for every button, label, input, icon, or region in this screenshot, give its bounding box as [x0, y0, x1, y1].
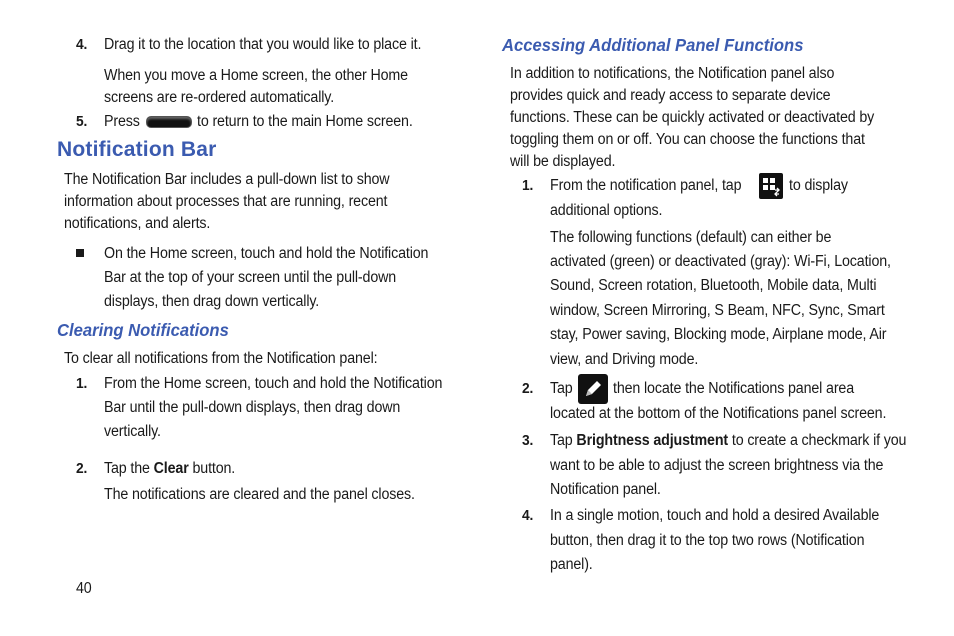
- right-step-3-pre: Tap: [550, 432, 573, 449]
- right-intro-line-4: toggling them on or off. You can choose the functions that: [510, 131, 865, 148]
- right-step-1-number: 1.: [522, 177, 534, 194]
- clearing-notifications-heading: Clearing Notifications: [57, 320, 229, 340]
- right-step-2-pre: Tap: [550, 380, 573, 397]
- notification-bar-para-line-1: The Notification Bar includes a pull-down list to show: [64, 171, 390, 188]
- right-step-1-post: to display: [789, 177, 848, 194]
- bullet-square-icon: [76, 249, 84, 257]
- clearing-step-2-note: The notifications are cleared and the panel closes.: [104, 486, 415, 503]
- step-5-pre: Press: [104, 113, 140, 130]
- right-step-4-number: 4.: [522, 507, 534, 524]
- right-step-4-line-3: panel).: [550, 556, 593, 573]
- right-step-3-line-2: want to be able to adjust the screen brightness via the: [550, 457, 884, 474]
- clearing-intro: To clear all notifications from the Notification panel:: [64, 350, 378, 367]
- bullet-line-1: On the Home screen, touch and hold the Notification: [104, 245, 429, 262]
- clear-button-label: Clear: [153, 460, 189, 477]
- notification-bar-para-line-3: notifications, and alerts.: [64, 215, 211, 232]
- brightness-adjustment-label: Brightness adjustment: [576, 432, 729, 449]
- clearing-step-1-line-1: From the Home screen, touch and hold the Notification: [104, 375, 443, 392]
- step-5-number: 5.: [76, 113, 88, 130]
- step-4-text: Drag it to the location that you would like to place it.: [104, 36, 422, 53]
- right-step-4-line-2: button, then drag it to the top two rows (Notification: [550, 532, 865, 549]
- right-step-1-note-line-3: Sound, Screen rotation, Bluetooth, Mobile data, Multi: [550, 277, 877, 294]
- right-step-1-note-line-1: The following functions (default) can either be: [550, 229, 832, 246]
- page-number: 40: [76, 580, 92, 597]
- right-step-1-note-line-2: activated (green) or deactivated (gray): Wi-Fi, Location,: [550, 253, 891, 270]
- clearing-step-2-pre: Tap the: [104, 460, 150, 477]
- grid-toggle-icon: [759, 173, 783, 199]
- right-step-2-number: 2.: [522, 380, 534, 397]
- home-key-icon: [146, 116, 192, 128]
- right-step-3-number: 3.: [522, 432, 534, 449]
- right-step-3-line-1: [550, 429, 906, 454]
- bullet-line-3: displays, then drag down vertically.: [104, 293, 320, 310]
- bullet-line-2: Bar at the top of your screen until the pull-down: [104, 269, 397, 286]
- right-step-4-line-1: In a single motion, touch and hold a desired Available: [550, 507, 880, 524]
- clearing-step-1-number: 1.: [76, 375, 88, 392]
- right-step-1-note-line-4: window, Screen Mirroring, S Beam, NFC, Sync, Smart: [550, 302, 885, 319]
- step-4-number: 4.: [76, 36, 88, 53]
- notification-bar-para-line-2: information about processes that are running, recent: [64, 193, 388, 210]
- clearing-step-1-line-2: Bar until the pull-down displays, then drag down: [104, 399, 401, 416]
- notification-bar-heading: Notification Bar: [57, 138, 217, 161]
- right-step-1-line-2: additional options.: [550, 202, 663, 219]
- clearing-step-2-post: button.: [192, 460, 236, 477]
- right-step-1-pre: From the notification panel, tap: [550, 177, 742, 194]
- clearing-step-2-line: [104, 458, 235, 480]
- step-5-post: to return to the main Home screen.: [197, 113, 413, 130]
- step-4-note-line-1: When you move a Home screen, the other Home: [104, 67, 408, 84]
- right-step-3-line-3: Notification panel.: [550, 481, 661, 498]
- right-intro-line-2: provides quick and ready access to separate device: [510, 87, 831, 104]
- accessing-panel-functions-heading: Accessing Additional Panel Functions: [502, 35, 804, 55]
- edit-pencil-icon: [578, 374, 608, 404]
- right-step-3-post: to create a checkmark if you: [731, 432, 907, 449]
- right-intro-line-5: will be displayed.: [510, 153, 616, 170]
- right-intro-line-3: functions. These can be quickly activated or deactivated by: [510, 109, 875, 126]
- right-intro-line-1: In addition to notifications, the Notification panel also: [510, 65, 835, 82]
- right-step-1-note-line-6: view, and Driving mode.: [550, 351, 699, 368]
- right-step-2-line-2: located at the bottom of the Notifications panel screen.: [550, 405, 887, 422]
- clearing-step-2-number: 2.: [76, 460, 88, 477]
- step-4-note-line-2: screens are re-ordered automatically.: [104, 89, 335, 106]
- clearing-step-1-line-3: vertically.: [104, 423, 161, 440]
- right-step-1-note-line-5: stay, Power saving, Blocking mode, Airplane mode, Air: [550, 326, 887, 343]
- right-step-2-post: then locate the Notifications panel area: [613, 380, 855, 397]
